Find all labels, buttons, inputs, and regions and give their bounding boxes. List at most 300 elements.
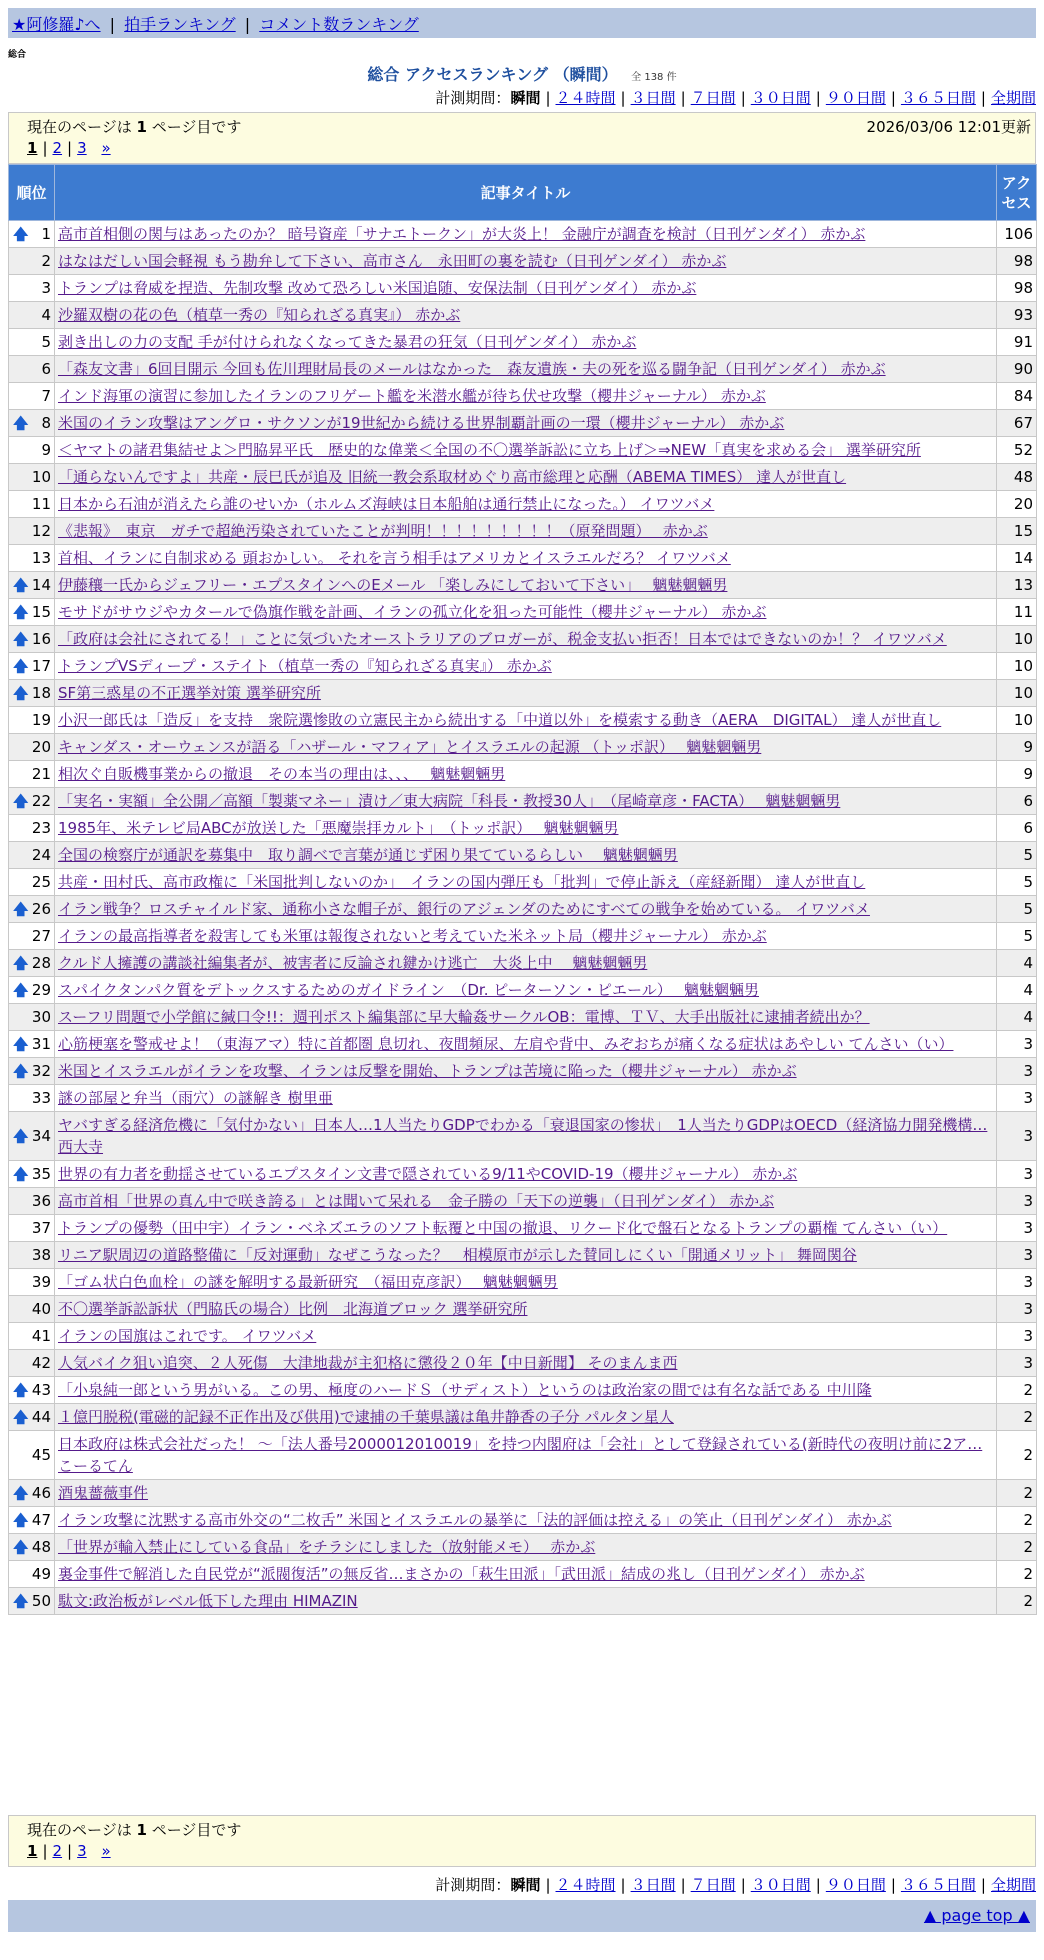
rank-cell [9,707,55,734]
period-option[interactable]: 全期間 [990,89,1036,107]
rank-number: 45 [31,1446,51,1464]
rank-number: 13 [31,549,51,567]
period-option[interactable]: ３日間 [630,1876,676,1894]
rank-number: 32 [31,1062,51,1080]
rank-number: 1 [41,225,51,243]
access-count: 3 [997,1188,1037,1215]
rank-number: 2 [41,252,51,270]
period-option[interactable]: ９０日間 [825,89,886,107]
table-row [9,1534,1037,1561]
access-count: 3 [997,1031,1037,1058]
article-title-link[interactable]: トランプの優勢（田中宇）イラン・ベネズエラのソフト転覆と中国の撤退、リクード化で盤石となるトランプの覇権 てんさい（い） [58,1219,948,1237]
period-separator: | [890,89,896,107]
table-row [9,626,1037,653]
rank-number: 35 [31,1165,51,1183]
access-count: 5 [997,869,1037,896]
period-separator: | [980,89,986,107]
article-title-link[interactable]: 全国の検察庁が通訳を募集中 取り調べで言葉が通じず困り果てているらしい 魑魅魍魎男 [58,846,678,864]
updated-timestamp: 2026/03/06 12:01更新 [866,118,1031,136]
table-row [9,275,1037,302]
footer-bar [8,1900,1036,1932]
access-count: 15 [997,518,1037,545]
table-row [9,491,1037,518]
home-link[interactable]: ★阿修羅♪へ [12,15,101,34]
up-arrow-icon: 🡅 [13,657,29,675]
period-option: 瞬間 [510,89,541,107]
article-title-link[interactable]: 「森友文書」6回目開示 今回も佐川理財局長のメールはなかった 森友遺族・夫の死を巡る闘争記（日刊ゲンダイ） 赤かぶ [58,360,886,378]
pager-separator: | [67,1842,73,1860]
access-count: 20 [997,491,1037,518]
access-count: 52 [997,437,1037,464]
title-cell [55,626,997,653]
article-title-link[interactable]: 日本から石油が消えたら誰のせいか（ホルムズ海峡は日本船舶は通行禁止になった。） イワツバメ [58,495,715,513]
period-selector-bottom [435,1874,1036,1895]
pager-page-3[interactable]: 3 [77,139,87,157]
up-arrow-icon: 🡅 [13,1062,29,1080]
period-option[interactable]: 全期間 [990,1876,1036,1894]
rank-number: 47 [31,1511,51,1529]
title-cell [55,1323,997,1350]
article-title-link[interactable]: 剥き出しの力の支配 手が付けられなくなってきた暴君の狂気（日刊ゲンダイ） 赤かぶ [58,333,637,351]
section-label: 総合 [8,50,27,60]
title-cell [55,815,997,842]
title-cell [55,518,997,545]
period-option[interactable]: ３０日間 [750,1876,811,1894]
current-page-indicator [27,1819,241,1840]
access-count: 6 [997,788,1037,815]
article-title-link[interactable]: 謎の部屋と弁当（雨穴）の謎解き 樹里亜 [58,1089,333,1107]
table-row [9,1296,1037,1323]
rank-cell [9,1534,55,1561]
rank-number: 14 [31,576,51,594]
rank-cell [9,1404,55,1431]
table-row [9,734,1037,761]
rank-number: 36 [31,1192,51,1210]
rank-number: 23 [31,819,51,837]
rank-cell [9,626,55,653]
article-title-link[interactable]: 相次ぐ自販機事業からの撤退 その本当の理由は、、、 魑魅魍魎男 [58,765,506,783]
rank-number: 26 [31,900,51,918]
access-count: 2 [997,1507,1037,1534]
rank-number: 41 [31,1327,51,1345]
rank-number: 16 [31,630,51,648]
up-arrow-icon: 🡅 [13,1127,29,1145]
article-title-link[interactable]: トランプVSディープ・ステイト（植草一秀の『知られざる真実』） 赤かぶ [58,657,552,675]
article-title-link[interactable]: クルド人擁護の講談社編集者が、被害者に反論され鍵かけ逃亡 大炎上中 魑魅魍魎男 [58,954,648,972]
title-cell [55,707,997,734]
period-label: 計測期間： [435,1876,511,1894]
period-separator: | [740,1876,746,1894]
period-selector-top [435,87,1036,108]
title-cell [55,248,997,275]
access-count: 9 [997,734,1037,761]
pager-separator: | [67,139,73,157]
article-title-link[interactable]: 日本政府は株式会社だった！ ～「法人番号2000012010019」を持つ内閣府は「会社」として登録されている(新時代の夜明け前に2ア… こーるてん [58,1435,983,1475]
rank-cell [9,1269,55,1296]
title-cell [55,464,997,491]
rank-cell [9,437,55,464]
rank-cell [9,572,55,599]
access-count: 5 [997,842,1037,869]
article-title-link[interactable]: 1985年、米テレビ局ABCが放送した「悪魔崇拝カルト」 （トッポ訳） 魑魅魍魎男 [58,819,619,837]
title-cell [55,1031,997,1058]
access-count: 13 [997,572,1037,599]
title-cell [55,1161,997,1188]
title-cell [55,437,997,464]
table-row [9,1431,1037,1480]
title-cell [55,788,997,815]
article-title-link[interactable]: 伊藤穰一氏からジェフリー・エプスタインへのEメール 「楽しみにしておいて下さい」 魑魅魍魎男 [58,576,728,594]
title-cell [55,977,997,1004]
article-title-link[interactable]: リニア駅周辺の道路整備に「反対運動」なぜこうなった？ 相模原市が示した賛同しにくい「開通メリット」 舞岡関谷 [58,1246,857,1264]
rank-number: 11 [31,495,51,513]
access-count: 3 [997,1350,1037,1377]
rank-number: 46 [31,1484,51,1502]
table-row [9,1004,1037,1031]
rank-number: 27 [31,927,51,945]
period-separator: | [620,1876,626,1894]
rank-cell [9,1031,55,1058]
nav-separator: | [244,15,251,34]
article-title-link[interactable]: １億円脱税(電磁的記録不正作出及び供用)で逮捕の千葉県議は亀井静香の子分 パルタン星人 [58,1408,674,1426]
rank-cell [9,356,55,383]
pager-page-3[interactable]: 3 [77,1842,87,1860]
article-title-link[interactable]: 共産・田村氏、高市政権に「米国批判しないのか」 イランの国内弾圧も「批判」で停止訴え（産経新聞） 達人が世直し [58,873,866,891]
rank-number: 50 [31,1592,51,1610]
up-arrow-icon: 🡅 [13,1511,29,1529]
article-title-link[interactable]: インド海軍の演習に参加したイランのフリゲート艦を米潜水艦が待ち伏せ攻撃（櫻井ジャーナル） 赤かぶ [58,387,766,405]
table-row [9,572,1037,599]
rank-cell [9,1507,55,1534]
article-title-link[interactable]: 不〇選挙訴訟訴状（門脇氏の場合）比例 北海道ブロック 選挙研究所 [58,1300,528,1318]
rank-cell [9,1431,55,1480]
pager-separator: | [42,139,48,157]
access-count: 67 [997,410,1037,437]
title-cell [55,734,997,761]
title-cell [55,653,997,680]
title-cell [55,1188,997,1215]
rank-cell [9,302,55,329]
access-count: 3 [997,1323,1037,1350]
access-count: 2 [997,1404,1037,1431]
article-title-link[interactable]: トランプは脅威を捏造、先制攻撃 改めて恐ろしい米国追随、安保法制（日刊ゲンダイ） 赤かぶ [58,279,697,297]
period-separator: | [545,89,551,107]
title-cell [55,869,997,896]
up-arrow-icon: 🡅 [13,1035,29,1053]
period-option[interactable]: ７日間 [690,89,736,107]
period-option: 瞬間 [510,1876,541,1894]
current-page-suffix: ページ目です [151,1821,242,1839]
title-cell [55,356,997,383]
article-title-link[interactable]: キャンダス・オーウェンスが語る「ハザール・マフィア」とイスラエルの起源 （トッポ訳） 魑魅魍魎男 [58,738,762,756]
access-count: 98 [997,248,1037,275]
article-title-link[interactable]: SF第三惑星の不正選挙対策 選挙研究所 [58,684,321,702]
article-title-link[interactable]: 人気バイク狙い追突、２人死傷 大津地裁が主犯格に懲役２０年【中日新聞】 そのまんま西 [58,1354,678,1372]
rank-number: 33 [31,1089,51,1107]
article-title-link[interactable]: スパイクタンパク質をデトックスするためのガイドライン （Dr. ピーターソン・ピエール） 魑魅魍魎男 [58,981,759,999]
title-cell [55,1350,997,1377]
rank-number: 4 [41,306,51,324]
title-cell [55,1377,997,1404]
access-count: 10 [997,653,1037,680]
period-separator: | [740,89,746,107]
rank-cell [9,1112,55,1161]
up-arrow-icon: 🡅 [13,684,29,702]
ranking-table-body [9,221,1037,1615]
period-option[interactable]: ９０日間 [825,1876,886,1894]
rank-cell [9,221,55,248]
access-count: 3 [997,1161,1037,1188]
table-row [9,1215,1037,1242]
table-row [9,545,1037,572]
title-cell [55,221,997,248]
rank-cell [9,734,55,761]
access-count: 4 [997,977,1037,1004]
title-cell [55,491,997,518]
title-cell [55,680,997,707]
article-title-link[interactable]: イラン戦争？ロスチャイルド家、通称小さな帽子が、銀行のアジェンダのためにすべての戦争を始めている。 イワツバメ [58,900,870,918]
article-title-link[interactable]: 米国とイスラエルがイランを攻撃、イランは反撃を開始、トランプは苦境に陥った（櫻井ジャーナル） 赤かぶ [58,1062,797,1080]
title-cell [55,1112,997,1161]
rank-number: 6 [41,360,51,378]
ranking-table [8,164,1037,1615]
title-cell [55,1561,997,1588]
access-count: 10 [997,626,1037,653]
article-title-link[interactable]: 「政府は会社にされてる！」ことに気づいたオーストラリアのブロガーが、税金支払い拒否！日本ではできないのか！？ イワツバメ [58,630,947,648]
pager-page-1: 1 [27,1842,38,1860]
access-count: 3 [997,1215,1037,1242]
access-count: 5 [997,923,1037,950]
access-count: 14 [997,545,1037,572]
title-cell [55,1085,997,1112]
rank-number: 8 [41,414,51,432]
page-top-link[interactable]: ▲ page top ▲ [923,1906,1030,1925]
table-row [9,1112,1037,1161]
period-option[interactable]: ３６５日間 [900,1876,976,1894]
current-page-number: 1 [136,118,147,136]
rank-cell [9,788,55,815]
up-arrow-icon: 🡅 [13,414,29,432]
rank-cell [9,896,55,923]
title-cell [55,896,997,923]
article-title-link[interactable]: 酒鬼薔薇事件 [58,1484,149,1502]
period-option[interactable]: ３日間 [630,89,676,107]
article-title-link[interactable]: 沙羅双樹の花の色（植草一秀の『知られざる真実』） 赤かぶ [58,306,461,324]
table-row [9,356,1037,383]
access-count: 90 [997,356,1037,383]
access-count: 3 [997,1058,1037,1085]
title-cell [55,545,997,572]
article-title-link[interactable]: モサドがサウジやカタールで偽旗作戦を計画、イランの孤立化を狙った可能性（櫻井ジャーナル） 赤かぶ [58,603,767,621]
comment-ranking-link[interactable]: コメント数ランキング [259,15,419,34]
article-title-link[interactable]: はなはだしい国会軽視 もう勘弁して下さい、高市さん 永田町の裏を読む（日刊ゲンダイ） 赤かぶ [58,252,727,270]
rank-cell [9,1085,55,1112]
rank-cell [9,761,55,788]
period-option[interactable]: ３０日間 [750,89,811,107]
article-title-link[interactable]: 米国のイラン攻撃はアングロ・サクソンが19世紀から続ける世界制覇計画の一環（櫻井ジャーナル） 赤かぶ [58,414,785,432]
article-title-link[interactable]: 小沢一郎氏は「造反」を支持 衆院選惨敗の立憲民主から続出する「中道以外」を模索する動き（AERA DIGITAL） 達人が世直し [58,711,942,729]
status-box-top [8,112,1036,164]
table-row [9,383,1037,410]
rank-cell [9,842,55,869]
table-row [9,1058,1037,1085]
rank-cell [9,275,55,302]
article-title-link[interactable]: 高市首相側の関与はあったのか？ 暗号資産「サナエトークン」が大炎上！ 金融庁が調査を検討（日刊ゲンダイ） 赤かぶ [58,225,866,243]
article-title-link[interactable]: 心筋梗塞を警戒せよ！（東海アマ）特に首都圏 息切れ、夜間頻尿、左肩や背中、みぞおちが痛くなる症状はあやしい てんさい（い） [58,1035,954,1053]
pager-page-2[interactable]: 2 [52,139,63,157]
current-page-number: 1 [136,1821,147,1839]
article-title-link[interactable]: 首相、イランに自制求める 頭おかしい。 それを言う相手はアメリカとイスラエルだろ？ イワツバメ [58,549,731,567]
rank-number: 49 [31,1565,51,1583]
period-option[interactable]: ３６５日間 [900,89,976,107]
rank-cell [9,815,55,842]
table-row [9,599,1037,626]
clap-ranking-link[interactable]: 拍手ランキング [124,15,236,34]
article-title-link[interactable]: 「通らないんですよ」共産・辰巳氏が追及 旧統一教会系取材めぐり高市総理と応酬（ABEMA TIMES） 達人が世直し [58,468,847,486]
title-cell [55,599,997,626]
up-arrow-icon: 🡅 [13,900,29,918]
access-count: 3 [997,1112,1037,1161]
table-row [9,221,1037,248]
access-count: 2 [997,1534,1037,1561]
access-count: 4 [997,1004,1037,1031]
rank-number: 38 [31,1246,51,1264]
access-count: 98 [997,275,1037,302]
access-count: 6 [997,815,1037,842]
current-page-prefix: 現在のページは [27,1821,132,1839]
article-title-link[interactable]: 世界の有力者を動揺させているエプスタイン文書で隠されている9/11やCOVID-19（櫻井ジャーナル） 赤かぶ [58,1165,798,1183]
status-box-bottom [8,1815,1036,1867]
table-row [9,1323,1037,1350]
article-title-link[interactable]: ヤバすぎる経済危機に「気付かない」日本人…1人当たりGDPでわかる「衰退国家の惨状」 1人当たりGDPはOECD（経済協力開発機構… 西大寺 [58,1116,988,1156]
article-title-link[interactable]: イランの国旗はこれです。 イワツバメ [58,1327,317,1345]
article-title-link[interactable]: 高市首相「世界の真ん中で咲き誇る」とは聞いて呆れる 金子勝の「天下の逆襲」（日刊ゲンダイ） 赤かぶ [58,1192,775,1210]
article-title-link[interactable]: ＜ヤマトの諸君集結せよ＞門脇昇平氏 歴史的な偉業＜全国の不〇選挙訴訟に立ち上げ＞⇒NEW「真実を求める会」 選挙研究所 [58,441,921,459]
rank-number: 18 [31,684,51,702]
rank-cell [9,248,55,275]
title-cell [55,761,997,788]
article-title-link[interactable]: 駄文:政治板がレベル低下した理由 HIMAZIN [58,1592,358,1610]
rank-number: 31 [31,1035,51,1053]
rank-cell [9,464,55,491]
pager-separator: | [42,1842,48,1860]
access-count: 3 [997,1242,1037,1269]
up-arrow-icon: 🡅 [13,630,29,648]
up-arrow-icon: 🡅 [13,1592,29,1610]
access-count: 4 [997,950,1037,977]
article-title-link[interactable]: 「小泉純一郎という男がいる。この男、極度のハードＳ（サディスト）というのは政治家の間では有名な話である 中川隆 [58,1381,872,1399]
up-arrow-icon: 🡅 [13,1408,29,1426]
pager-bottom [27,1842,111,1860]
rank-number: 42 [31,1354,51,1372]
article-title-link[interactable]: 「世界が輸入禁止にしている食品」をチラシにしました（放射能メモ） 赤かぶ [58,1538,596,1556]
article-title-link[interactable]: 「ゴム状白色血栓」の謎を解明する最新研究 （福田克彦訳） 魑魅魍魎男 [58,1273,558,1291]
table-row [9,1561,1037,1588]
title-cell [55,302,997,329]
access-header: アクセス [997,165,1037,221]
rank-number: 39 [31,1273,51,1291]
period-option[interactable]: ２４時間 [555,1876,616,1894]
table-row [9,653,1037,680]
table-row [9,1377,1037,1404]
rank-number: 25 [31,873,51,891]
title-cell [55,1242,997,1269]
rank-cell [9,1377,55,1404]
table-row [9,329,1037,356]
article-title-link[interactable]: スーフリ問題で小学館に緘口令!!：週刊ポスト編集部に早大輪姦サークルOB：電博、ＴＶ、大手出版社に逮捕者続出か？ [58,1008,870,1026]
rank-number: 44 [31,1408,51,1426]
table-row [9,518,1037,545]
rank-cell [9,1215,55,1242]
article-title-link[interactable]: 裏金事件で解消した自民党が“派閥復活”の無反省…まさかの「萩生田派」「武田派」結成の兆し（日刊ゲンダイ） 赤かぶ [58,1565,865,1583]
rank-cell [9,1323,55,1350]
title-cell [55,329,997,356]
rank-cell [9,599,55,626]
title-cell [55,275,997,302]
title-cell [55,1480,997,1507]
access-count: 10 [997,707,1037,734]
rank-cell [9,680,55,707]
article-title-link[interactable]: 「実名・実額」全公開／高額「製薬マネー」漬け／東大病院「科長・教授30人」 （尾崎章彦・FACTA） 魑魅魍魎男 [58,792,841,810]
table-row [9,1242,1037,1269]
rank-header: 順位 [9,165,55,221]
access-count: 2 [997,1561,1037,1588]
rank-number: 15 [31,603,51,621]
rank-cell [9,950,55,977]
access-count: 9 [997,761,1037,788]
rank-cell [9,923,55,950]
nav-separator: | [109,15,116,34]
table-row [9,302,1037,329]
rank-cell [9,410,55,437]
article-title-link[interactable]: イラン攻撃に沈黙する高市外交の“二枚舌” 米国とイスラエルの暴挙に「法的評価は控える」の笑止（日刊ゲンダイ） 赤かぶ [58,1511,892,1529]
rank-cell [9,1242,55,1269]
table-row [9,437,1037,464]
access-count: 106 [997,221,1037,248]
access-count: 10 [997,680,1037,707]
rank-number: 10 [31,468,51,486]
table-row [9,923,1037,950]
table-row [9,464,1037,491]
period-separator: | [680,89,686,107]
period-separator: | [890,1876,896,1894]
rank-number: 20 [31,738,51,756]
rank-number: 9 [41,441,51,459]
rank-number: 24 [31,846,51,864]
table-row [9,1350,1037,1377]
access-count: 3 [997,1085,1037,1112]
rank-cell [9,329,55,356]
table-row [9,1031,1037,1058]
pager-page-2[interactable]: 2 [52,1842,63,1860]
pager-next-link[interactable]: » [101,139,111,157]
period-separator: | [815,89,821,107]
period-separator: | [815,1876,821,1894]
rank-number: 28 [31,954,51,972]
period-option[interactable]: ７日間 [690,1876,736,1894]
title-cell [55,1588,997,1615]
up-arrow-icon: 🡅 [13,576,29,594]
pager-next-link[interactable]: » [101,1842,111,1860]
article-title-link[interactable]: 《悲報》 東京 ガチで超絶汚染されていたことが判明！！！！！！！！！（原発問題） 赤かぶ [58,522,708,540]
period-option[interactable]: ２４時間 [555,89,616,107]
pager-page-1: 1 [27,139,38,157]
table-row [9,761,1037,788]
title-cell [55,1058,997,1085]
rank-number: 22 [31,792,51,810]
table-header-row [9,165,1037,221]
article-title-link[interactable]: イランの最高指導者を殺害しても米軍は報復されないと考えていた米ネット局（櫻井ジャーナル） 赤かぶ [58,927,767,945]
